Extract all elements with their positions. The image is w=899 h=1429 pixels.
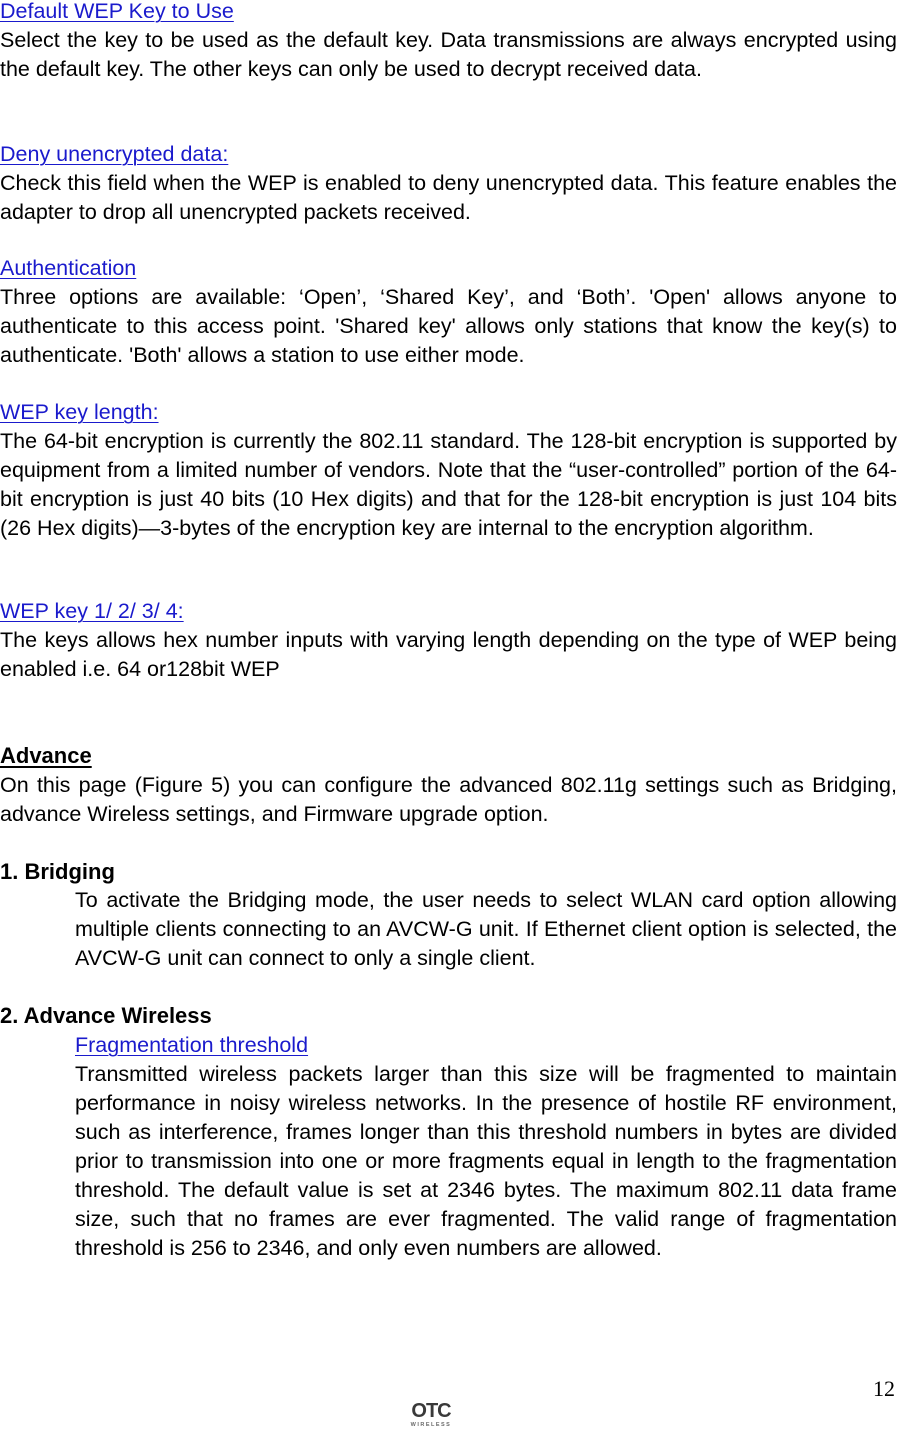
section-body: The keys allows hex number inputs with varying length depending on the type of WEP being enabled i.e. 64 or128bit WEP — [0, 628, 897, 681]
section-wep-keys — [0, 597, 897, 684]
section-body: Select the key to be used as the default key. Data transmissions are always encrypted using the default key. The other keys can only be used to decrypt received data. — [0, 28, 897, 81]
advance-title: Advance — [0, 743, 92, 768]
section-authentication — [0, 254, 897, 370]
svg-text:OTC: OTC — [411, 1400, 451, 1422]
advance-intro-text: On this page (Figure 5) you can configure the advanced 802.11g settings such as Bridging, advance Wireless settings, and Firmware upgrade option. — [0, 773, 897, 826]
section-default-wep-key — [0, 0, 897, 84]
fragmentation-heading: Fragmentation threshold — [75, 1033, 309, 1057]
section-heading: WEP key length: — [0, 400, 159, 424]
section-deny-unencrypted — [0, 140, 897, 227]
section-wep-key-length — [0, 398, 897, 543]
page-number: 12 — [873, 1376, 895, 1401]
bridging-title: 1. Bridging — [0, 859, 115, 884]
svg-text:WIRELESS: WIRELESS — [410, 1422, 452, 1428]
section-heading: WEP key 1/ 2/ 3/ 4: — [0, 599, 184, 623]
section-body: Three options are available: ‘Open’, ‘Shared Key’, and ‘Both’. 'Open' allows anyone to authenticate to this access point. 'Shared key' allows only stations that know the key(s) to authenticate. 'Both' allows a station to use either mode. — [0, 285, 897, 367]
fragmentation-body: Transmitted wireless packets larger than this size will be fragmented to maintain performance in noisy wireless networks. In the presence of hostile RF environment, such as interference, frames longer than this threshold numbers in bytes are divided prior to transmission into one or more fragments equal in length to the fragmentation threshold. The default value is set at 2346 bytes. The maximum 802.11 data frame size, such that no frames are ever fragmented. The valid range of fragmentation threshold is 256 to 2346, and only even numbers are allowed. — [75, 1062, 897, 1260]
bridging-section — [75, 886, 897, 973]
section-heading: Default WEP Key to Use — [0, 0, 234, 23]
advance-wireless-title: 2. Advance Wireless — [0, 1003, 212, 1028]
bridging-body: To activate the Bridging mode, the user needs to select WLAN card option allowing multiple clients connecting to an AVCW-G unit. If Ethernet client option is selected, the AVCW-G unit can connect to only a single client. — [75, 888, 897, 970]
section-body: Check this field when the WEP is enabled to deny unencrypted data. This feature enables the adapter to drop all unencrypted packets received. — [0, 171, 897, 224]
otc-wireless-logo — [398, 1396, 464, 1428]
advance-intro — [0, 771, 897, 829]
section-heading: Deny unencrypted data: — [0, 142, 229, 166]
section-body: The 64-bit encryption is currently the 802.11 standard. The 128-bit encryption is supported by equipment from a limited number of vendors. Note that the “user-controlled” portion of the 64-bit encryption is just 40 bits (10 Hex digits) and that for the 128-bit encryption is just 104 bits (26 Hex digits)—3-bytes of the encryption key are internal to the encryption algorithm. — [0, 429, 897, 540]
section-heading: Authentication — [0, 256, 137, 280]
fragmentation-section — [75, 1031, 897, 1263]
